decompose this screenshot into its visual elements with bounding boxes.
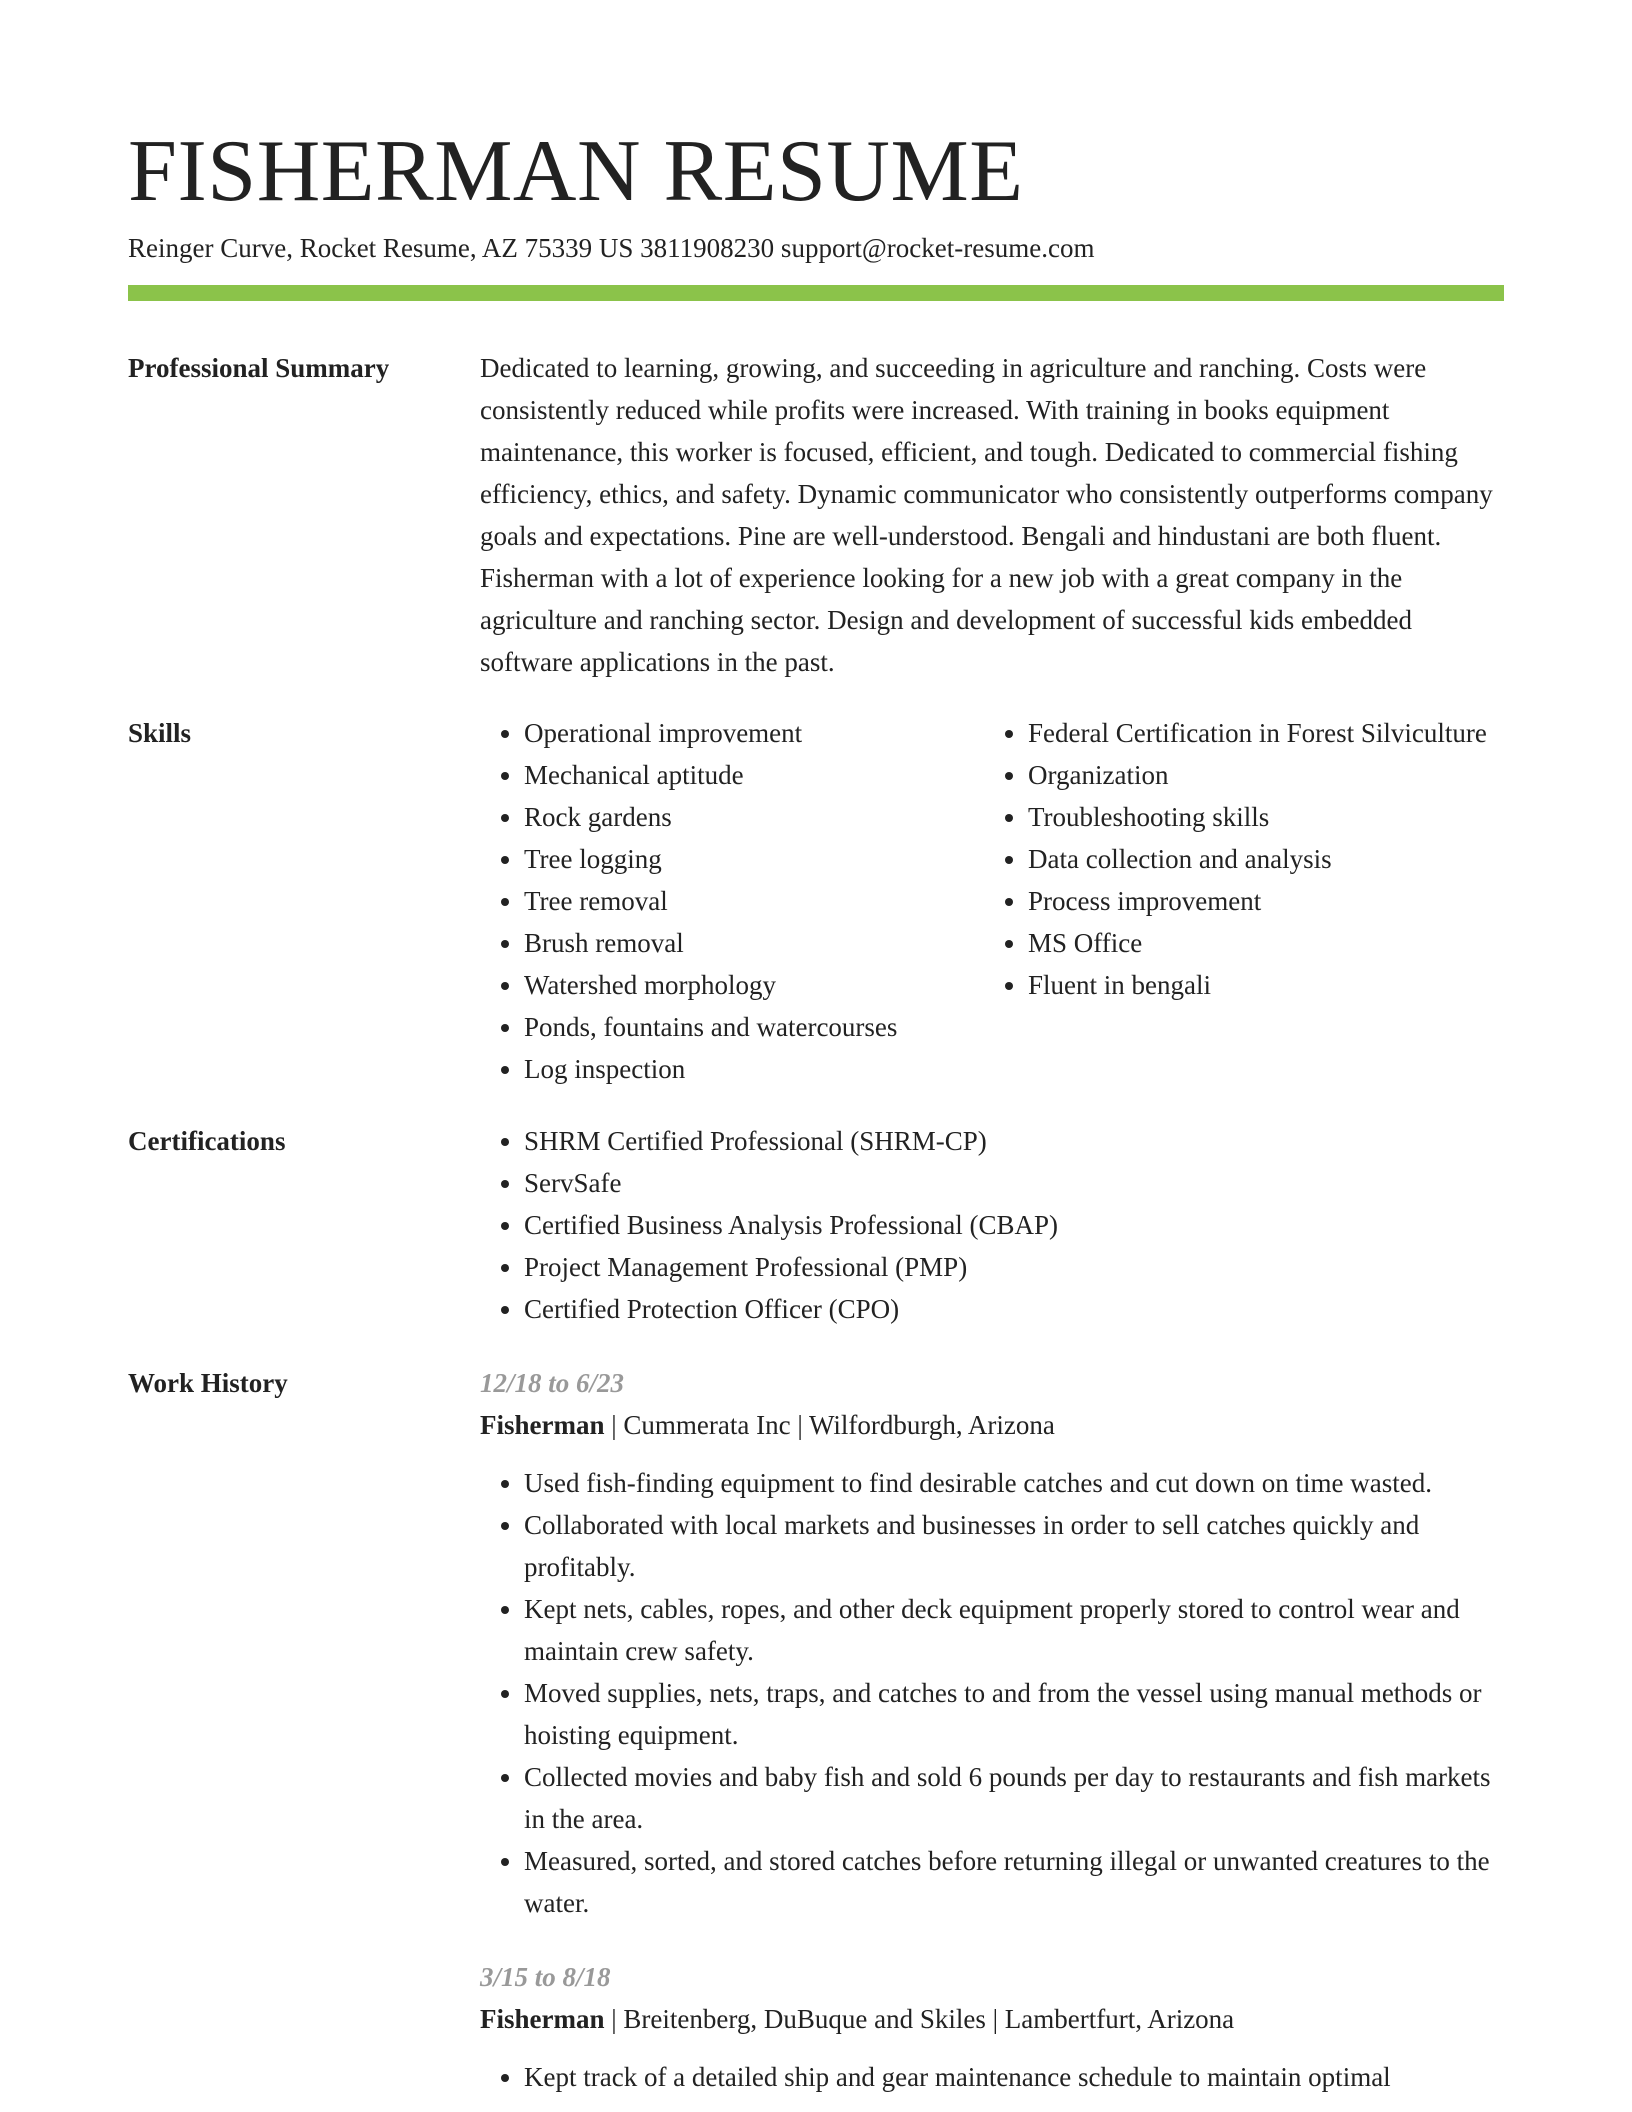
job-entry <box>480 1362 1504 1924</box>
job-bullet: • Moved supplies, nets, traps, and catches to and from the vessel using manual methods or hoisting equipment. <box>524 1672 1504 1756</box>
certification-item: • SHRM Certified Professional (SHRM-CP) <box>524 1120 1504 1162</box>
skills-columns <box>480 712 1504 1090</box>
summary-body <box>480 347 1504 683</box>
job-title: Fisherman <box>480 1410 605 1440</box>
accent-divider <box>128 285 1504 301</box>
job-dates: 3/15 to 8/18 <box>480 1962 611 1992</box>
job-heading <box>480 1404 1504 1446</box>
job-employer-location: | Cummerata Inc | Wilfordburgh, Arizona <box>604 1410 1055 1440</box>
skill-item: • Fluent in bengali <box>1028 964 1488 1006</box>
job-bullet: • Kept track of a detailed ship and gear maintenance schedule to maintain optimal <box>524 2056 1504 2098</box>
job-bullets <box>480 2056 1504 2098</box>
skill-item: • MS Office <box>1028 922 1488 964</box>
skill-item: • Operational improvement <box>524 712 984 754</box>
skills-body <box>480 712 1504 1090</box>
section-label-summary: Professional Summary <box>128 353 390 383</box>
contact-line: Reinger Curve, Rocket Resume, AZ 75339 US 3811908230 support@rocket-resume.com <box>128 233 1095 263</box>
skill-item: • Troubleshooting skills <box>1028 796 1488 838</box>
certifications-list <box>480 1120 1504 1330</box>
job-bullet: • Used fish-finding equipment to find desirable catches and cut down on time wasted. <box>524 1462 1504 1504</box>
skill-item: • Mechanical aptitude <box>524 754 984 796</box>
skills-column-left <box>480 712 984 1090</box>
skills-list-right <box>984 712 1488 1006</box>
job-bullets <box>480 1462 1504 1924</box>
job-bullet: • Collaborated with local markets and businesses in order to sell catches quickly and profitably. <box>524 1504 1504 1588</box>
summary-text: Dedicated to learning, growing, and succeeding in agriculture and ranching. Costs were consistently reduced while profits were increased. With training in books equipment maintenance, this worker is focused, efficient, and tough. Dedicated to commercial fishing efficiency, ethics, and safety. Dynamic communicator who consistently outperforms company goals and expectations. Pine are well-understood. Bengali and hindustani are both fluent. Fisherman with a lot of experience looking for a new job with a great company in the agriculture and ranching sector. Design and development of successful kids embedded software applications in the past. <box>480 353 1493 677</box>
skill-item: • Brush removal <box>524 922 984 964</box>
skill-item: • Ponds, fountains and watercourses <box>524 1006 984 1048</box>
job-bullet: • Kept nets, cables, ropes, and other deck equipment properly stored to control wear and maintain crew safety. <box>524 1588 1504 1672</box>
skill-item: • Organization <box>1028 754 1488 796</box>
certification-item: • ServSafe <box>524 1162 1504 1204</box>
resume-title: FISHERMAN RESUME <box>128 123 1024 220</box>
skill-item: • Federal Certification in Forest Silviculture <box>1028 712 1488 754</box>
work-history-body <box>480 1362 1504 2098</box>
certification-item: • Project Management Professional (PMP) <box>524 1246 1504 1288</box>
skill-item: • Tree removal <box>524 880 984 922</box>
skill-item: • Process improvement <box>1028 880 1488 922</box>
certification-item: • Certified Protection Officer (CPO) <box>524 1288 1504 1330</box>
job-bullet: • Measured, sorted, and stored catches before returning illegal or unwanted creatures to the water. <box>524 1840 1504 1924</box>
section-label-work-history: Work History <box>128 1368 288 1398</box>
skill-item: • Log inspection <box>524 1048 984 1090</box>
certifications-body <box>480 1120 1504 1330</box>
skills-column-right <box>984 712 1488 1090</box>
section-label-certifications: Certifications <box>128 1126 286 1156</box>
job-title: Fisherman <box>480 2004 605 2034</box>
job-bullet: • Collected movies and baby fish and sold 6 pounds per day to restaurants and fish markets in the area. <box>524 1756 1504 1840</box>
section-label-skills: Skills <box>128 718 192 748</box>
skill-item: • Data collection and analysis <box>1028 838 1488 880</box>
skill-item: • Watershed morphology <box>524 964 984 1006</box>
job-dates: 12/18 to 6/23 <box>480 1368 625 1398</box>
skill-item: • Tree logging <box>524 838 984 880</box>
job-employer-location: | Breitenberg, DuBuque and Skiles | Lambertfurt, Arizona <box>604 2004 1235 2034</box>
job-heading <box>480 1998 1504 2040</box>
job-entry <box>480 1956 1504 2098</box>
skill-item: • Rock gardens <box>524 796 984 838</box>
certification-item: • Certified Business Analysis Professional (CBAP) <box>524 1204 1504 1246</box>
skills-list-left <box>480 712 984 1090</box>
